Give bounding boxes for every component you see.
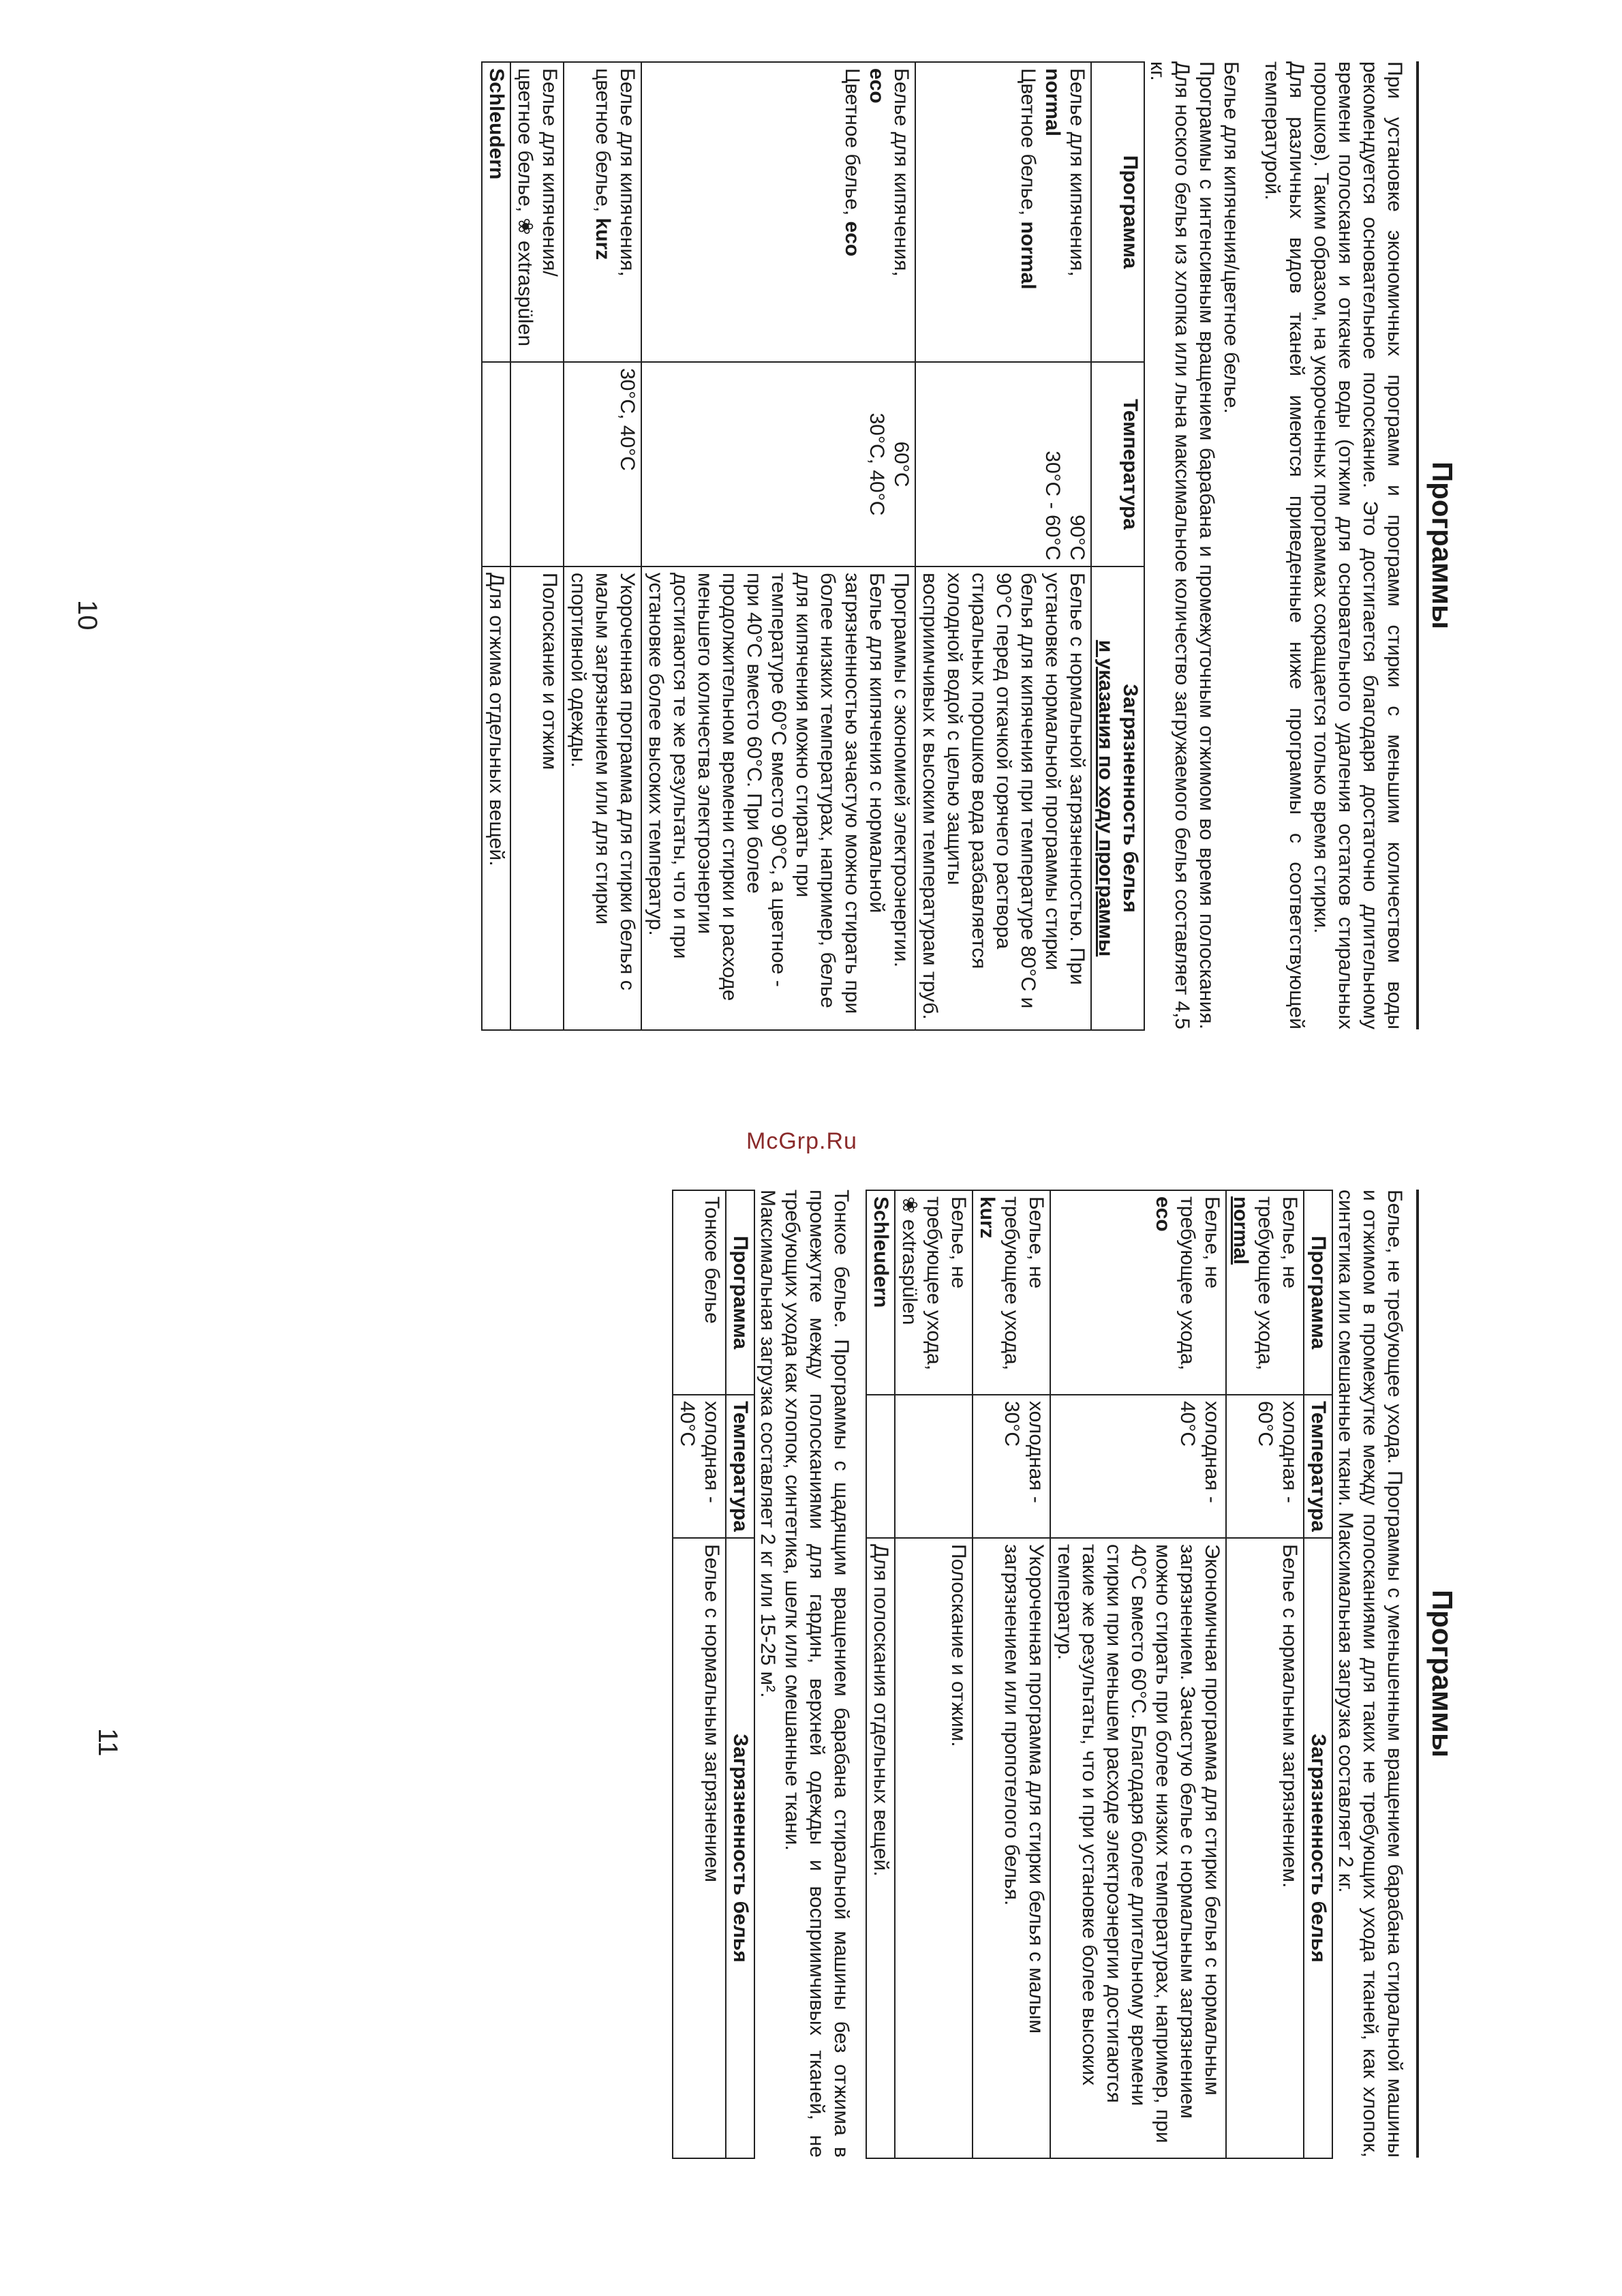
header-temperature: Температура	[726, 1395, 754, 1538]
table-row	[641, 62, 915, 1030]
table-header-row	[1091, 62, 1144, 1030]
table-row	[1050, 1190, 1226, 2158]
program-cell	[973, 1190, 1050, 1395]
notes-cell: Полоскание и отжим	[510, 567, 564, 1030]
temperature-value: 30°C - 60°C	[1041, 451, 1064, 560]
header-program: Программа	[726, 1190, 754, 1395]
intro-paragraph: Белье, не требующее ухода. Программы с уменьшенным вращением барабана стиральной машины и отжимом в промежутке между полосканиями для таких не требующих ухода тканей, как хлопок, синтетика или смешанные ткани. Максимальная загрузка составляет 2 кг.	[1334, 1190, 1406, 2158]
delicate-load: Максимальная загрузка составляет 2 кг или 15-25 м².	[756, 1190, 779, 1698]
temperature-cell	[482, 362, 510, 567]
delicate-paragraph: Тонкое белье. Программы с щадящим вращением барабана стиральной машины без отжима в промежутке между полосканиями для гардин, верхней одежды и восприимчивых тканей, не требующих ухода как хлопок, синтетика, шелк или смешанные ткани.	[781, 1190, 853, 2158]
page-number: 10	[72, 600, 102, 631]
temperature-value: 60°C	[890, 441, 913, 487]
table-row	[973, 1190, 1050, 2158]
program-text: Белье для кипячения,	[1066, 68, 1088, 277]
program-mode: normal	[1229, 1196, 1252, 1265]
header-soiling-line2: и указания по ходу программы	[1095, 639, 1117, 957]
table-row	[564, 62, 641, 1030]
temperature-cell	[895, 1395, 973, 1538]
programs-table	[481, 61, 1145, 1031]
notes-cell: Белье с нормальным загрязнением	[673, 1538, 726, 2158]
temperature-cell	[915, 362, 1091, 567]
program-text: Цветное белье,	[841, 68, 863, 216]
table-row	[915, 62, 1091, 1030]
table-row	[866, 1190, 895, 2158]
header-temperature: Температура	[1304, 1395, 1332, 1538]
table-row	[895, 1190, 973, 2158]
program-cell	[564, 62, 641, 362]
table-header-row	[726, 1190, 754, 2158]
table-row	[673, 1190, 726, 2158]
notes-cell: Белье с нормальной загрязненностью. При установке нормальной программы стирки белья для кипячения при температуре 80°C и 90°C перед откачкой горячего раствора стиральных порошков вода разбавляется холодной водой с целью защиты восприимчивых к высоким температурам труб.	[915, 567, 1091, 1030]
program-mode: eco	[1152, 1196, 1174, 1232]
notes-cell: Укороченная программа для стирки белья с малым загрязнением или пропотелого белья.	[973, 1538, 1050, 2158]
header-soiling-line1: Загрязненность белья	[1119, 684, 1142, 913]
program-cell	[482, 62, 510, 362]
program-cell	[1226, 1190, 1304, 1395]
header-program: Программа	[1304, 1190, 1332, 1395]
program-text: Цветное белье,	[1017, 68, 1039, 216]
program-mode: normal	[1041, 68, 1064, 137]
temperature-cell	[866, 1395, 895, 1538]
notes-cell: Программы с экономией электроэнергии. Белье для кипячения с нормальной загрязненностью зачастую можно стирать при более низких температурах, например, белье для кипячения можно стирать при температуре 60°C вместо 90°C, а цветное - при 40°C вместо 60°C. При более продолжительном времени стирки и расходе меньшего количества электроэнергии достигаются те же результаты, что и при установке более высоких температур.	[641, 567, 915, 1030]
temperature-cell: холодная - 40°C	[673, 1395, 726, 1538]
program-text: Белье, не требующее ухода,	[1254, 1196, 1301, 1371]
notes-cell: Для полоскания отдельных вещей.	[866, 1538, 895, 2158]
temperature-value: 90°C	[1066, 514, 1088, 560]
program-mode: eco	[866, 68, 888, 104]
program-text: Белье для кипячения,	[890, 68, 913, 277]
page-number: 11	[93, 1728, 123, 1757]
program-cell	[641, 62, 915, 362]
intro-paragraph: Для различных видов тканей имеются приведенные ниже программы с соответствующей температурой.	[1261, 61, 1308, 1029]
watermark: McGrp.Ru	[746, 1128, 857, 1154]
notes-cell: Полоскание и отжим.	[895, 1538, 973, 2158]
program-text: Белье, не требующее ухода,	[1000, 1196, 1047, 1371]
table-row	[482, 62, 510, 1030]
notes-cell: Укороченная программа для стирки белья с малым загрязнением или для стирки спортивной одежды.	[564, 567, 641, 1030]
intro-paragraph: При установке экономичных программ и программ стирки с меньшим количеством воды рекомендуется основательное полоскание. Это достигается благодаря достаточно длительному времени полоскания и откачке воды (отжим для основательного удаления остатков стиральных порошков). Таким образом, на укороченных программах сокращается только время стирки.	[1310, 61, 1406, 1029]
table-row	[510, 62, 564, 1030]
program-cell: Белье для кипячения/ цветное белье, ❀ extraspülen	[510, 62, 564, 362]
left-page	[72, 61, 1458, 1029]
section-text: Программы с интенсивным вращением барабана и промежуточным отжимом во время полоскания. Для ноского белья из хлопка или льна максимальное количество загружаемого белья составляет 4,5 кг.	[1146, 61, 1218, 1029]
header-program: Программа	[1091, 62, 1144, 362]
program-cell	[915, 62, 1091, 362]
header-soiling: Загрязненность белья	[726, 1538, 754, 2158]
temperature-cell: холодная - 30°C	[973, 1395, 1050, 1538]
temperature-cell: холодная - 40°C	[1050, 1395, 1226, 1538]
table-header-row	[1304, 1190, 1332, 2158]
program-mode: normal	[1017, 221, 1039, 290]
program-mode: Schleudern	[870, 1196, 892, 1308]
easy-care-table	[866, 1190, 1333, 2159]
program-mode: eco	[841, 221, 863, 257]
program-mode: kurz	[592, 217, 614, 260]
delicate-table	[672, 1190, 755, 2159]
page-title-rule	[1416, 61, 1458, 1029]
program-text: Белье, не требующее ухода,	[1176, 1196, 1223, 1371]
program-mode: kurz	[976, 1196, 998, 1239]
notes-cell: Для отжима отдельных вещей.	[482, 567, 510, 1030]
temperature-cell: холодная - 60°C	[1226, 1395, 1304, 1538]
notes-cell: Экономичная программа для стирки белья с нормальным загрязнением. Зачастую белье с нормальным загрязнением можно стирать при более низких температурах, например, при 40°C вместо 60°C. Благодаря более длительному времени стирки при меньшем расходе электроэнергии достигаются такие же результаты, что и при установке более высоких температур.	[1050, 1538, 1226, 2158]
program-cell: Белье, не требующее ухода, ❀ extraspülen	[895, 1190, 973, 1395]
right-page	[93, 1190, 1458, 2158]
page-title-rule	[1416, 1190, 1458, 2158]
header-temperature: Температура	[1091, 362, 1144, 567]
table-row	[1226, 1190, 1304, 2158]
temperature-cell	[641, 362, 915, 567]
section-title: Белье для кипячения/цветное белье.	[1220, 61, 1242, 414]
program-cell	[1050, 1190, 1226, 1395]
program-cell	[866, 1190, 895, 1395]
notes-cell: Белье с нормальным загрязнением.	[1226, 1538, 1304, 2158]
temperature-cell: 30°C, 40°C	[564, 362, 641, 567]
program-cell: Тонкое белье	[673, 1190, 726, 1395]
page-title: Программы	[1426, 1589, 1458, 1757]
temperature-cell	[510, 362, 564, 567]
program-text: Белье для кипячения, цветное белье,	[592, 68, 639, 277]
temperature-value: 30°C, 40°C	[866, 412, 888, 516]
page-title: Программы	[1426, 461, 1458, 629]
program-mode: Schleudern	[485, 68, 508, 180]
header-soiling	[1091, 567, 1144, 1030]
header-soiling: Загрязненность белья	[1304, 1538, 1332, 2158]
